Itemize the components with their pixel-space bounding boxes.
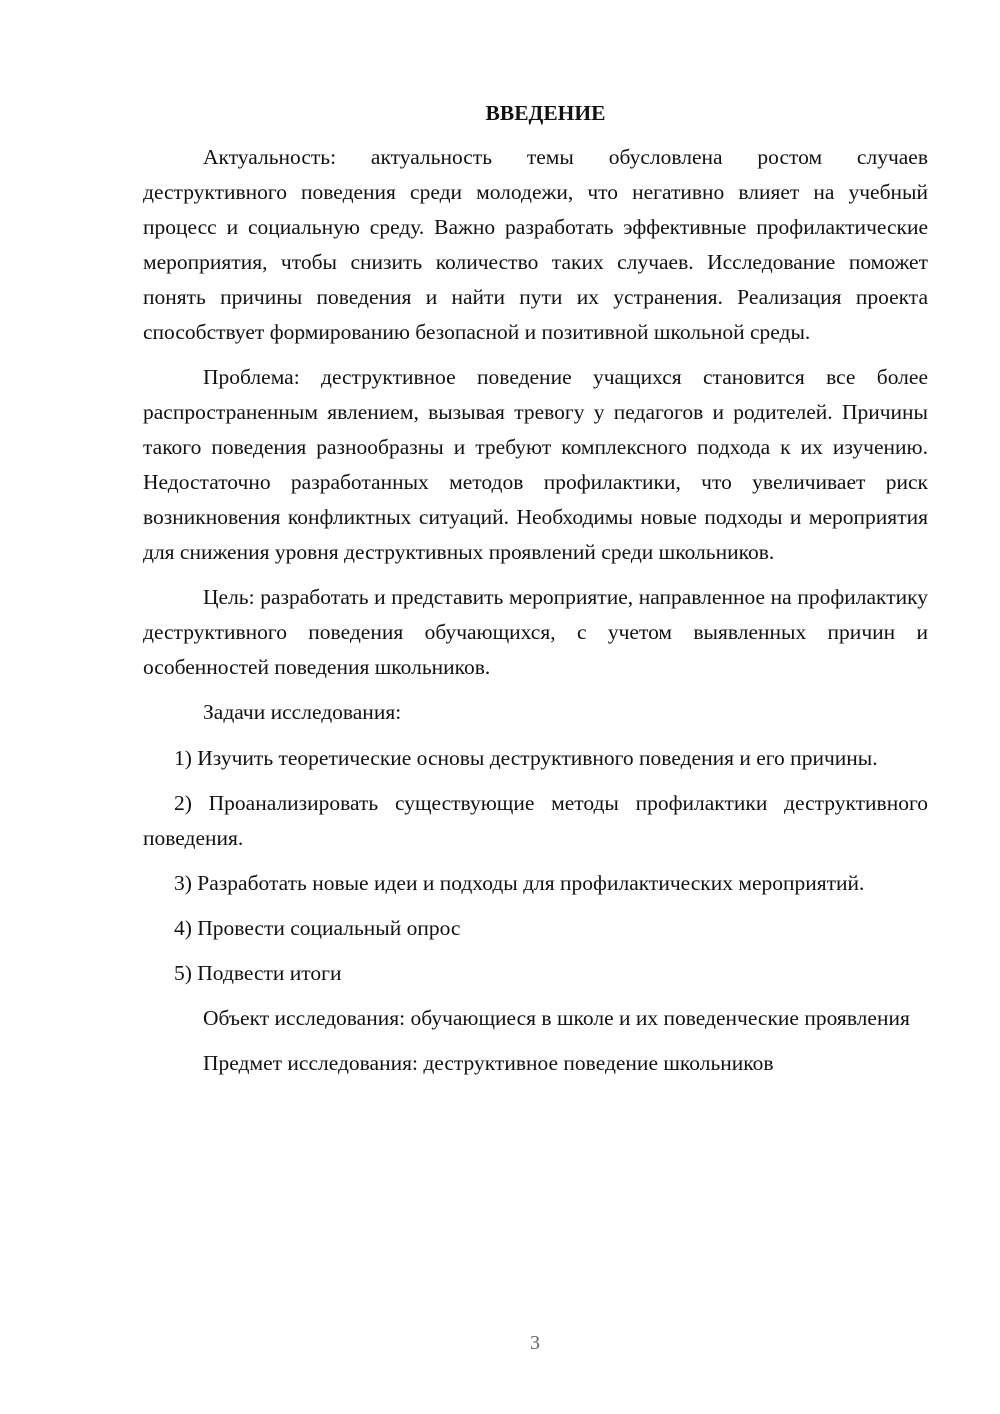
task-item-3: 3) Разработать новые идеи и подходы для профилактических мероприятий. — [174, 871, 865, 895]
task-item-4: 4) Провести социальный опрос — [174, 916, 461, 940]
research-subject-paragraph: Предмет исследования: деструктивное поведение школьников — [203, 1051, 774, 1075]
task-item-5: 5) Подвести итоги — [174, 961, 342, 985]
research-object-paragraph: Объект исследования: обучающиеся в школе и их поведенческие проявления — [203, 1006, 910, 1030]
relevance-paragraph: Актуальность: актуальность темы обусловлена ростом случаев деструктивного поведения среди молодежи, что негативно влияет на учебный процесс и социальную среду. Важно разработать эффективные профилактические мероприятия, чтобы снизить количество таких случаев. Исследование поможет понять причины поведения и найти пути их устранения. Реализация проекта способствует формированию безопасной и позитивной школьной среды. — [143, 145, 928, 344]
page-number: 3 — [530, 1332, 540, 1354]
section-title: ВВЕДЕНИЕ — [485, 101, 606, 125]
page-content — [143, 96, 928, 1091]
goal-paragraph: Цель: разработать и представить мероприятие, направленное на профилактику деструктивного поведения обучающихся, с учетом выявленных причин и особенностей поведения школьников. — [143, 585, 928, 679]
tasks-heading: Задачи исследования: — [203, 700, 402, 724]
task-item-1: 1) Изучить теоретические основы деструктивного поведения и его причины. — [174, 746, 878, 770]
problem-paragraph: Проблема: деструктивное поведение учащихся становится все более распространенным явлением, вызывая тревогу у педагогов и родителей. Причины такого поведения разнообразны и требуют комплексного подхода к их изучению. Недостаточно разработанных методов профилактики, что увеличивает риск возникновения конфликтных ситуаций. Необходимы новые подходы и мероприятия для снижения уровня деструктивных проявлений среди школьников. — [143, 365, 928, 564]
task-item-2: 2) Проанализировать существующие методы профилактики деструктивного поведения. — [143, 791, 928, 850]
